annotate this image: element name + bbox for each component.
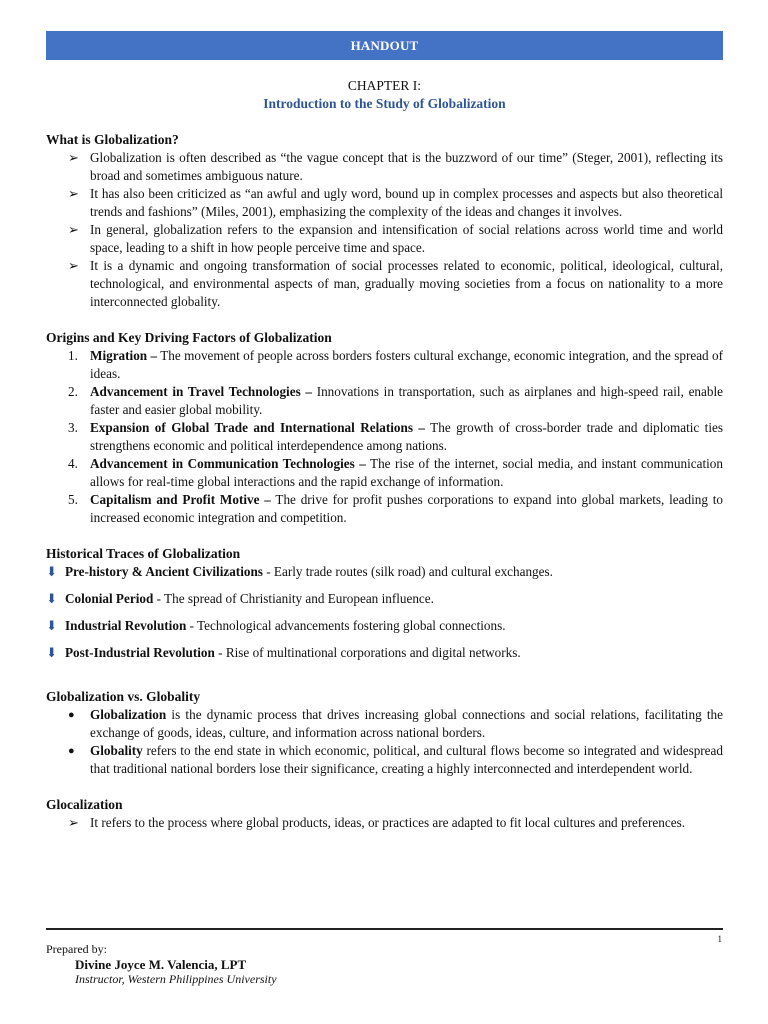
page-number: 1: [717, 934, 722, 944]
down-arrow-icon: ⬇: [46, 591, 58, 606]
list-item: 5. Capitalism and Profit Motive – The drive for profit pushes corporations to expand into global markets, leading to increased economic integration and competition.: [68, 492, 723, 525]
list-item: 2. Advancement in Travel Technologies – Innovations in transportation, such as airplanes and high-speed rail, enable faster and easier global mobility.: [68, 384, 723, 417]
author-name: Divine Joyce M. Valencia, LPT: [75, 957, 247, 972]
list-item: ⬇ Colonial Period - The spread of Christianity and European influence.: [46, 591, 434, 606]
arrow-bullet-icon: ➢: [68, 186, 80, 201]
list-item: ⬇ Industrial Revolution - Technological advancements fostering global connections.: [46, 618, 506, 633]
section-heading-glocalization: Glocalization: [46, 797, 123, 812]
list-item: ⬇ Post-Industrial Revolution - Rise of multinational corporations and digital networks.: [46, 645, 521, 660]
prepared-label: Prepared by:: [46, 942, 107, 956]
list-item: ⬇ Pre-history & Ancient Civilizations - Early trade routes (silk road) and cultural exchanges.: [46, 564, 553, 579]
arrow-bullet-icon: ➢: [68, 222, 80, 237]
list-item: 1. Migration – The movement of people across borders fosters cultural exchange, economic integration, and the spread of ideas.: [68, 348, 723, 381]
list-item: ➢ It refers to the process where global products, ideas, or practices are adapted to fit local cultures and preferences.: [46, 814, 723, 832]
footer-divider: [46, 928, 723, 930]
list-item: ● Globality refers to the end state in which economic, political, and cultural flows become so integrated and widespread that traditional national borders lose their significance, creating a highly interconnected and interdependent world.: [46, 742, 723, 778]
list-item: 3. Expansion of Global Trade and International Relations – The growth of cross-border trade and diplomatic ties strengthens economic and political interdependence among nations.: [68, 420, 723, 453]
round-bullet-icon: ●: [68, 709, 75, 721]
prepared-by-block: [46, 942, 277, 987]
arrow-bullet-icon: ➢: [68, 150, 80, 165]
list-item: 4. Advancement in Communication Technologies – The rise of the internet, social media, and instant communication allows for real-time global interactions and the rapid exchange of information.: [68, 456, 723, 489]
what-list: [46, 149, 723, 311]
arrow-bullet-icon: ➢: [68, 258, 80, 273]
handout-content: [46, 131, 723, 832]
section-heading-historical: Historical Traces of Globalization: [46, 546, 241, 561]
list-item: ➢ Globalization is often described as “the vague concept that is the buzzword of our time” (Steger, 2001), reflecting its broad and sometimes ambiguous nature.: [46, 149, 723, 185]
chapter-title: Introduction to the Study of Globalization: [263, 96, 506, 111]
versus-list: [46, 706, 723, 778]
section-heading-what: What is Globalization?: [46, 132, 179, 147]
list-item: ➢ It is a dynamic and ongoing transformation of social processes related to economic, political, ideological, cultural, technological, and environmental aspects of man, gradually moving societies from a focus on nationality to a more interconnected globality.: [46, 257, 723, 311]
list-item: ● Globalization is the dynamic process that drives increasing global connections and social relations, facilitating the exchange of goods, ideas, culture, and information across national borders.: [46, 706, 723, 742]
handout-banner: HANDOUT: [46, 31, 723, 60]
round-bullet-icon: ●: [68, 745, 75, 757]
list-item: ➢ In general, globalization refers to the expansion and intensification of social relations across world time and world space, leading to a shift in how people perceive time and space.: [46, 221, 723, 257]
author-role: Instructor, Western Philippines University: [75, 972, 277, 986]
down-arrow-icon: ⬇: [46, 564, 58, 579]
arrow-bullet-icon: ➢: [68, 815, 80, 830]
list-item: ➢ It has also been criticized as “an awful and ugly word, bound up in complex processes and aspects but also theoretical trends and fashions” (Miles, 2001), emphasizing the complexity of the ideas and changes it involves.: [46, 185, 723, 221]
down-arrow-icon: ⬇: [46, 645, 58, 660]
glocalization-list: [46, 814, 723, 832]
section-heading-versus: Globalization vs. Globality: [46, 689, 201, 704]
chapter-number: CHAPTER I:: [347, 78, 422, 93]
origins-list: [46, 347, 723, 527]
down-arrow-icon: ⬇: [46, 618, 58, 633]
section-heading-origins: Origins and Key Driving Factors of Globalization: [46, 330, 332, 345]
historical-list: [46, 563, 723, 662]
